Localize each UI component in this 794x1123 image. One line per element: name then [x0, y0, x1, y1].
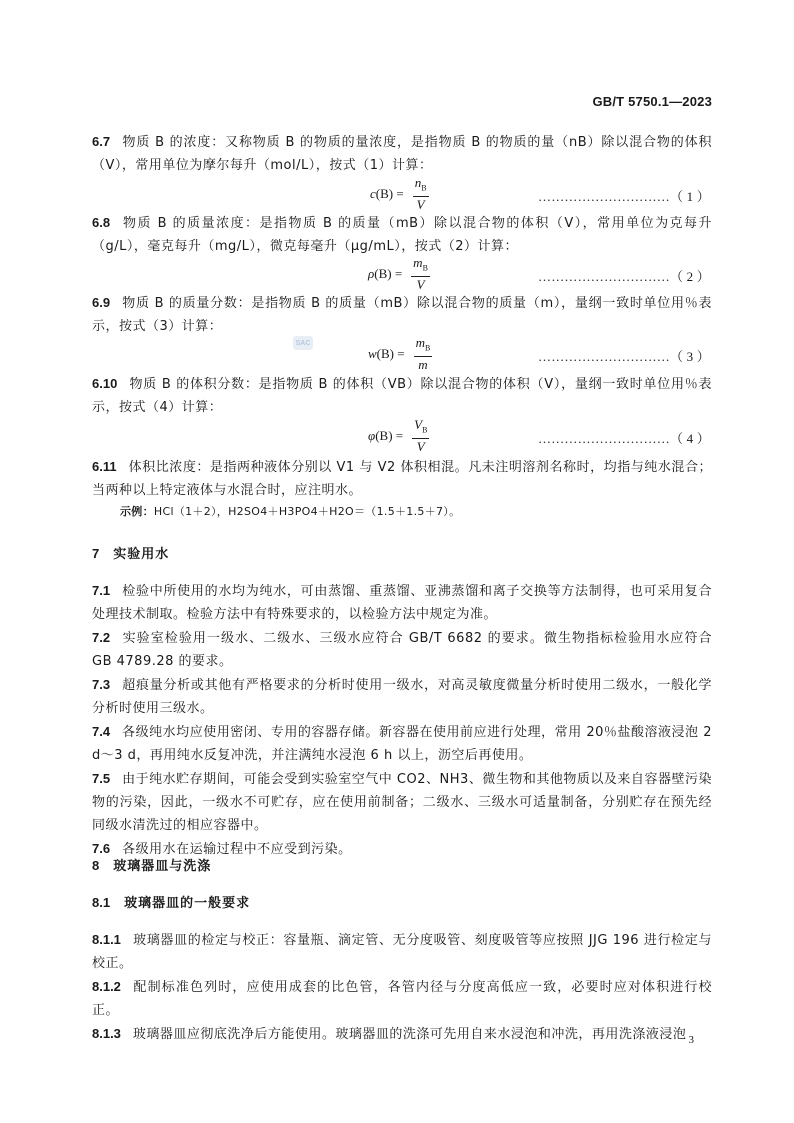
clause-8-1-3: 8.1.3 玻璃器皿应彻底洗净后方能使用。玻璃器皿的洗涤可先用自来水浸泡和冲洗，再用洗涤液浸泡 — [92, 1026, 687, 1042]
formula: c(B) = $\frac{n_B}{V}$ — [370, 175, 427, 212]
clause-number: 6.11 — [92, 459, 117, 474]
example-line — [92, 502, 712, 522]
clause-6-10 — [92, 372, 712, 419]
clause-7-3: 7.3 超痕量分析或其他有严格要求的分析时使用一级水，对高灵敏度微量分析时使用二级水，一般化学分析时使用三级水。 — [92, 677, 712, 716]
page-number: 3 — [688, 1034, 694, 1046]
clause-6-11 — [92, 455, 712, 522]
formula: w(B) = $\frac{m_B}{m}$ — [368, 335, 431, 372]
section-heading-8: 8 玻璃器皿与洗涤 — [92, 858, 212, 874]
clause-7-4: 7.4 各级纯水均应使用密闭、专用的容器存储。新容器在使用前应进行处理，常用 20％盐酸溶液浸泡 2 d～3 d，再用纯水反复冲洗，并注满纯水浸泡 6 h 以上，沥空后再使用。 — [92, 724, 712, 763]
equation-number: …………………………（ 2 ） — [538, 269, 710, 284]
formula: φ(B) = $\frac{V_B}{V}$ — [368, 417, 428, 454]
clause-7-6: 7.6 各级用水在运输过程中不应受到污染。 — [92, 841, 352, 857]
example-text: HCl（1＋2），H2SO4＋H3PO4＋H2O＝（1.5＋1.5＋7）。 — [153, 505, 461, 518]
standard-code: GB/T 5750.1—2023 — [592, 94, 712, 109]
section-heading-7: 7 实验用水 — [92, 546, 170, 562]
clause-7-5: 7.5 由于纯水贮存期间，可能会受到实验室空气中 CO2、NH3、微生物和其他物质以及来自容器壁污染物的污染，因此，一级水不可贮存，应在使用前制备；二级水、三级水可适量制备，分别贮存在预先经同级水清洗过的相应容器中。 — [92, 771, 712, 833]
clause-8-1-1: 8.1.1 玻璃器皿的检定与校正：容量瓶、滴定管、无分度吸管、刻度吸管等应按照 JJG 196 进行检定与校正。 — [92, 932, 712, 971]
clause-number: 6.9 — [92, 295, 111, 310]
clause-text: 物质 B 的浓度：又称物质 B 的物质的量浓度，是指物质 B 的物质的量（nB）除以混合物的体积（V），常用单位为摩尔每升（mol/L），按式（1）计算： — [92, 135, 712, 173]
equation-number: …………………………（ 4 ） — [538, 431, 710, 446]
equation-2 — [92, 256, 712, 292]
clause-text: 体积比浓度：是指两种液体分别以 V1 与 V2 体积相混。凡未注明溶剂名称时，均指与纯水混合；当两种以上特定液体与水混合时，应注明水。 — [92, 460, 712, 498]
clause-text: 物质 B 的质量分数：是指物质 B 的质量（mB）除以混合物的质量（m），量纲一致时单位用％表示，按式（3）计算： — [92, 296, 712, 334]
equation-number: …………………………（ 3 ） — [538, 349, 710, 364]
formula: ρ(B) = $\frac{m_B}{V}$ — [368, 255, 428, 292]
clause-number: 6.10 — [92, 376, 118, 391]
clause-text: 物质 B 的质量浓度：是指物质 B 的质量（mB）除以混合物的体积（V），常用单位为克每升（g/L），毫克每升（mg/L），微克每毫升（μg/mL），按式（2）计算： — [92, 216, 712, 254]
subsection-heading-8-1: 8.1 玻璃器皿的一般要求 — [92, 895, 251, 911]
clause-7-2: 7.2 实验室检验用一级水、二级水、三级水应符合 GB/T 6682 的要求。微生物指标检验用水应符合 GB 4789.28 的要求。 — [92, 630, 712, 669]
clause-number: 6.7 — [92, 134, 111, 149]
clause-7-1: 7.1 检验中所使用的水均为纯水，可由蒸馏、重蒸馏、亚沸蒸馏和离子交换等方法制得，也可采用复合处理技术制取。检验方法中有特殊要求的，以检验方法中规定为准。 — [92, 583, 712, 622]
clause-number: 6.8 — [92, 215, 111, 230]
section-7-list — [92, 579, 712, 861]
equation-number: …………………………（ 1 ） — [538, 189, 710, 204]
section-8-list — [92, 928, 712, 1046]
sac-watermark-logo: SAC — [293, 336, 313, 350]
clause-text: 物质 B 的体积分数：是指物质 B 的体积（VB）除以混合物的体积（V），量纲一致时单位用％表示，按式（4）计算： — [92, 377, 712, 415]
clause-6-8 — [92, 211, 712, 258]
clause-8-1-2: 8.1.2 配制标准色列时，应使用成套的比色管，各管内径与分度高低应一致，必要时应对体积进行校正。 — [92, 979, 712, 1018]
equation-1 — [92, 176, 712, 212]
clause-6-9 — [92, 291, 712, 338]
equation-4 — [92, 418, 712, 454]
clause-6-7 — [92, 130, 712, 177]
equation-3 — [92, 336, 712, 372]
example-label: 示例： — [120, 505, 154, 518]
